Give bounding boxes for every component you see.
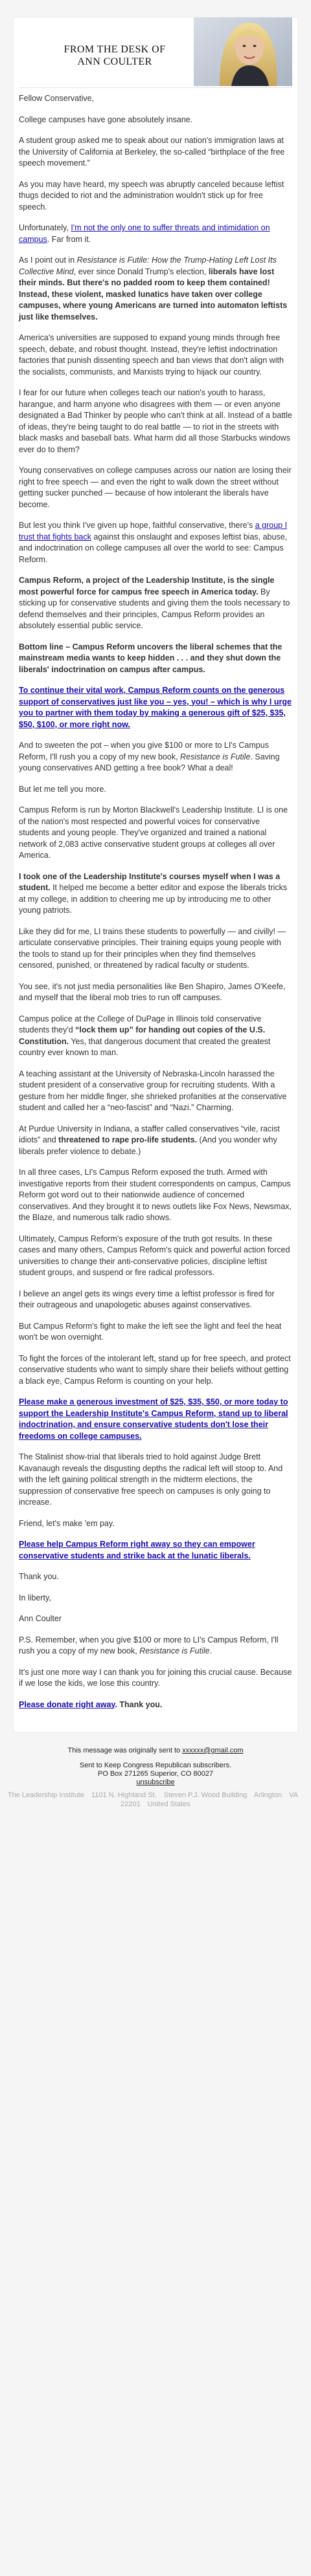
signature: Ann Coulter — [19, 1614, 62, 1623]
paragraph-13 — [19, 740, 292, 774]
closing: In liberty, — [19, 1593, 51, 1602]
letter-body — [19, 88, 292, 1732]
paragraph-2: A student group asked me to speak about our nation's immigration laws at the University of California at Berkeley, the so-called “birthplace of the free speech movement.” — [19, 136, 285, 168]
paragraph-30 — [19, 1539, 292, 1562]
portrait-photo-icon — [194, 17, 292, 86]
paragraph-20: A teaching assistant at the University of Nebraska-Lincoln harassed the student president of a conservative group for recruiting students. With a gesture from her middle finger, she shrieked profanities at the conservative student and called her a “neo-fascist” and “Nazi.” Charming. — [19, 1069, 287, 1112]
letterhead-line-2: ANN COULTER — [77, 56, 152, 67]
p5-text-a: As I point out in — [19, 256, 77, 265]
paragraph-11 — [19, 642, 292, 676]
paragraph-29: Friend, let's make 'em pay. — [19, 1518, 115, 1528]
paragraph-14: But let me tell you more. — [19, 784, 106, 794]
p13-text-b: . Saving young conservatives AND getting a free book? What a deal! — [19, 752, 280, 772]
threats-on-campus-link[interactable]: I'm not the only one to suffer threats and intimidation on campus — [19, 223, 270, 244]
p4-text-b: . Far from it. — [47, 234, 91, 244]
p16-rest: It helped me become a better editor and expose the liberals tricks at my college, in addition to cheering me up by introducing me to other young patriots. — [19, 883, 288, 915]
footer-address-line: PO Box 271265 Superior, CO 80027 — [98, 1770, 213, 1778]
p13-book-title: Resistance is Futile — [180, 752, 251, 761]
paragraph-8: Young conservatives on college campuses across our nation are losing their right to free speech — and even the right to walk down the street without getting sucker punched — because of how intolerant the liberals have become. — [19, 466, 292, 509]
p21-bold: threatened to rape pro-life students. — [58, 1135, 198, 1144]
p19-bold: “lock them up” for handing out copies of the U.S. Constitution. — [19, 1025, 266, 1046]
postal-street: 1101 N. Highland St. — [91, 1791, 157, 1799]
email-footer — [0, 1732, 311, 1822]
paragraph-31: Thank you. — [19, 1572, 59, 1581]
paragraph-27 — [19, 1397, 292, 1442]
footer-email-link[interactable]: xxxxxx@gmail.com — [182, 1747, 244, 1754]
paragraph-12 — [19, 685, 292, 730]
p11-bold: Bottom line – Campus Reform uncovers the liberal schemes that the mainstream media wants to keep hidden . . . and they shut down the liberals' indoctrination on campus after campus. — [19, 642, 282, 674]
postal-city: Arlington — [253, 1791, 282, 1799]
help-campus-reform-link[interactable]: Please help Campus Reform right away so they can empower conservative students and strike back at the lunatic liberals. — [19, 1540, 255, 1560]
paragraph-16 — [19, 871, 292, 917]
unsubscribe-link[interactable]: unsubscribe — [136, 1778, 175, 1786]
p10-rest: By sticking up for conservative students and giving them the tools necessary to defend themselves and their principles, Campus Reform provides an absolutely essential public service. — [19, 587, 290, 630]
p16-bold: I took one of the Leadership Institute's courses myself when I was a student. — [19, 871, 281, 892]
paragraph-17: Like they did for me, LI trains these students to powerfully — and civilly! — articulate conservative principles. Their training equips young people with the tools to stand up for their principles when they find themselves censored, punished, or threatened by radical faculty or students. — [19, 926, 286, 970]
paragraph-3: As you may have heard, my speech was abruptly canceled because leftist thugs decided to riot and the administration wouldn't stick up for free speech. — [19, 179, 284, 212]
salutation: Fellow Conservative, — [19, 94, 95, 103]
letterhead-banner — [19, 17, 292, 88]
paragraph-26: To fight the forces of the intolerant left, stand up for free speech, and protect conservative students who want to simply share their beliefs without getting a black eye, Campus Reform is counting on your help. — [19, 1353, 291, 1386]
book-title: Resistance is Futile: How the Trump-Hating Left Lost Its Collective Mind — [19, 256, 277, 276]
paragraph-22: In all three cases, LI's Campus Reform exposed the truth. Armed with investigative reports from their student correspondents on campus, Campus Reform got word out to their nationwide audience of concerned conservatives. And they brought it to news outlets like Fox News, Newsmax, the Blaze, and numerous talk radio shows. — [19, 1168, 292, 1222]
generous-investment-link[interactable]: Please make a generous investment of $25, $35, $50, or more today to support the Leadership Institute's Campus Reform, stand up to liberal indoctrination, and ensure conservative students don't lose their freedoms on college campuses. — [19, 1397, 288, 1441]
paragraph-10 — [19, 575, 292, 632]
postal-org: The Leadership Institute — [7, 1791, 84, 1799]
postal-zip: 22201 — [121, 1800, 141, 1808]
letterhead-title — [30, 43, 199, 68]
p19-text-a: Campus police at the College of DuPage in Illinois told conservative students they'd — [19, 1014, 262, 1034]
ps-text-b: . — [209, 1646, 213, 1655]
p19-text-b: Yes, that dangerous document that created the greatest country ever known to man. — [19, 1036, 271, 1057]
p10-bold: Campus Reform, a project of the Leadership Institute, is the single most powerful force for campus free speech in America today. — [19, 576, 275, 596]
paragraph-23: Ultimately, Campus Reform's exposure of the truth got results. In these cases and many others, Campus Reform's quick and powerful action forced universities to change their anti-conservative policies, discipline leftist student groups, and suspend or fire radical professors. — [19, 1234, 290, 1277]
paragraph-15: Campus Reform is run by Morton Blackwell's Leadership Institute. LI is one of the nation's most respected and powerful voices for conservative students and young people. They've organized and trained a national network of 2,083 active conservative student groups at colleges all over America. — [19, 805, 288, 860]
p9-text-a: But lest you think I've given up hope, faithful conservative, there's — [19, 521, 255, 530]
email-sheet — [13, 17, 298, 1732]
donate-link[interactable]: Please donate right away — [19, 1699, 115, 1709]
paragraph-4 — [19, 223, 292, 245]
paragraph-18: You see, it's not just media personalities like Ben Shapiro, James O'Keefe, and myself that the liberal mob tries to run off campuses. — [19, 981, 286, 1002]
paragraph-33: It's just one more way I can thank you for joining this crucial cause. Because if we lose the kids, we lose this country. — [19, 1667, 292, 1688]
ps-text-a: P.S. Remember, when you give $100 or more to LI's Campus Reform, I'll rush you a copy of my new book, — [19, 1635, 279, 1655]
paragraph-donate — [19, 1699, 292, 1711]
p13-text-a: And to sweeten the pot – when you give $100 or more to LI's Campus Reform, I'll rush you a copy of my new book, — [19, 741, 269, 761]
footer-origin-text: This message was originally sent to — [67, 1747, 183, 1754]
footer-subscribers-line: Sent to Keep Congress Republican subscribers. — [79, 1762, 232, 1769]
paragraph-6: America's universities are supposed to expand young minds through free speech, debate, and robust thought. Instead, they're leftist indoctrination factories that punish dissenting speech and ban views that don't align with the socialists, communists, and Marxists trying to hijack our country. — [19, 333, 284, 377]
p21-text-a: At Purdue University in Indiana, a staffer called conservatives “vile, racist idiots” and — [19, 1124, 280, 1144]
postal-country: United States — [147, 1800, 190, 1808]
group-fights-back-link[interactable]: a group I trust that fights back — [19, 521, 288, 541]
p5-bold: liberals have lost their minds. But there's no padded room to keep them contained! Instead, these violent, masked lunatics have taken over college campuses, where young Americans are turned into automaton leftists just like themselves. — [19, 267, 288, 322]
postal-extra: Steven P.J. Wood Building — [163, 1791, 248, 1799]
paragraph-24: I believe an angel gets its wings every time a leftist professor is fired for their outrageous and unapologetic abuses against conservatives. — [19, 1289, 275, 1309]
paragraph-5 — [19, 255, 292, 323]
p9-text-b: against this onslaught and exposes leftist bias, abuse, and indoctrination on college campuses all over the world to see: Campus Reform. — [19, 532, 288, 564]
ps-book-title: Resistance is Futile — [139, 1646, 210, 1655]
p21-text-b: (And you wonder why liberals prefer violence to debate.) — [19, 1135, 277, 1156]
paragraph-7: I fear for our future when colleges teach our nation's youth to harass, harangue, and harm anyone who disagrees with them — or even anyone designated a Bad Thinker by people who can't think at all. Instead of a battle of ideas, they're being taught to do real battle — to riot in the streets with black masks and baseball bats. What harm did all those Starbucks windows ever do to them? — [19, 388, 292, 454]
paragraph-21 — [19, 1124, 292, 1158]
postal-state: VA — [289, 1791, 299, 1799]
donate-after-text: . Thank you. — [115, 1699, 163, 1709]
paragraph-1: College campuses have gone absolutely insane. — [19, 115, 193, 124]
paragraph-19 — [19, 1014, 292, 1059]
postal-address — [0, 1787, 311, 1818]
give-gift-link[interactable]: To continue their vital work, Campus Reform counts on the generous support of conservatives just like you – yes, you! – which is why I urge you to partner with them today by making a generous gift of $25, $35, $50, $100, or more right now. — [19, 686, 292, 729]
footer-origin-line — [0, 1747, 311, 1755]
postscript — [19, 1635, 292, 1657]
paragraph-9 — [19, 520, 292, 565]
paragraph-25: But Campus Reform's fight to make the left see the light and feel the heat won't be won overnight. — [19, 1321, 282, 1342]
p5-text-b: , ever since Donald Trump's election, — [73, 267, 209, 276]
paragraph-28: The Stalinist show-trial that liberals tried to hold against Judge Brett Kavanaugh reveals the disgusting depths the radical left will stoop to. And with the left gaining political strength in the midterm elections, the suppression of conservative free speech on campuses is only going to increase. — [19, 1452, 283, 1507]
p4-text-a: Unfortunately, — [19, 223, 71, 232]
letterhead-line-1: FROM THE DESK OF — [63, 44, 166, 55]
